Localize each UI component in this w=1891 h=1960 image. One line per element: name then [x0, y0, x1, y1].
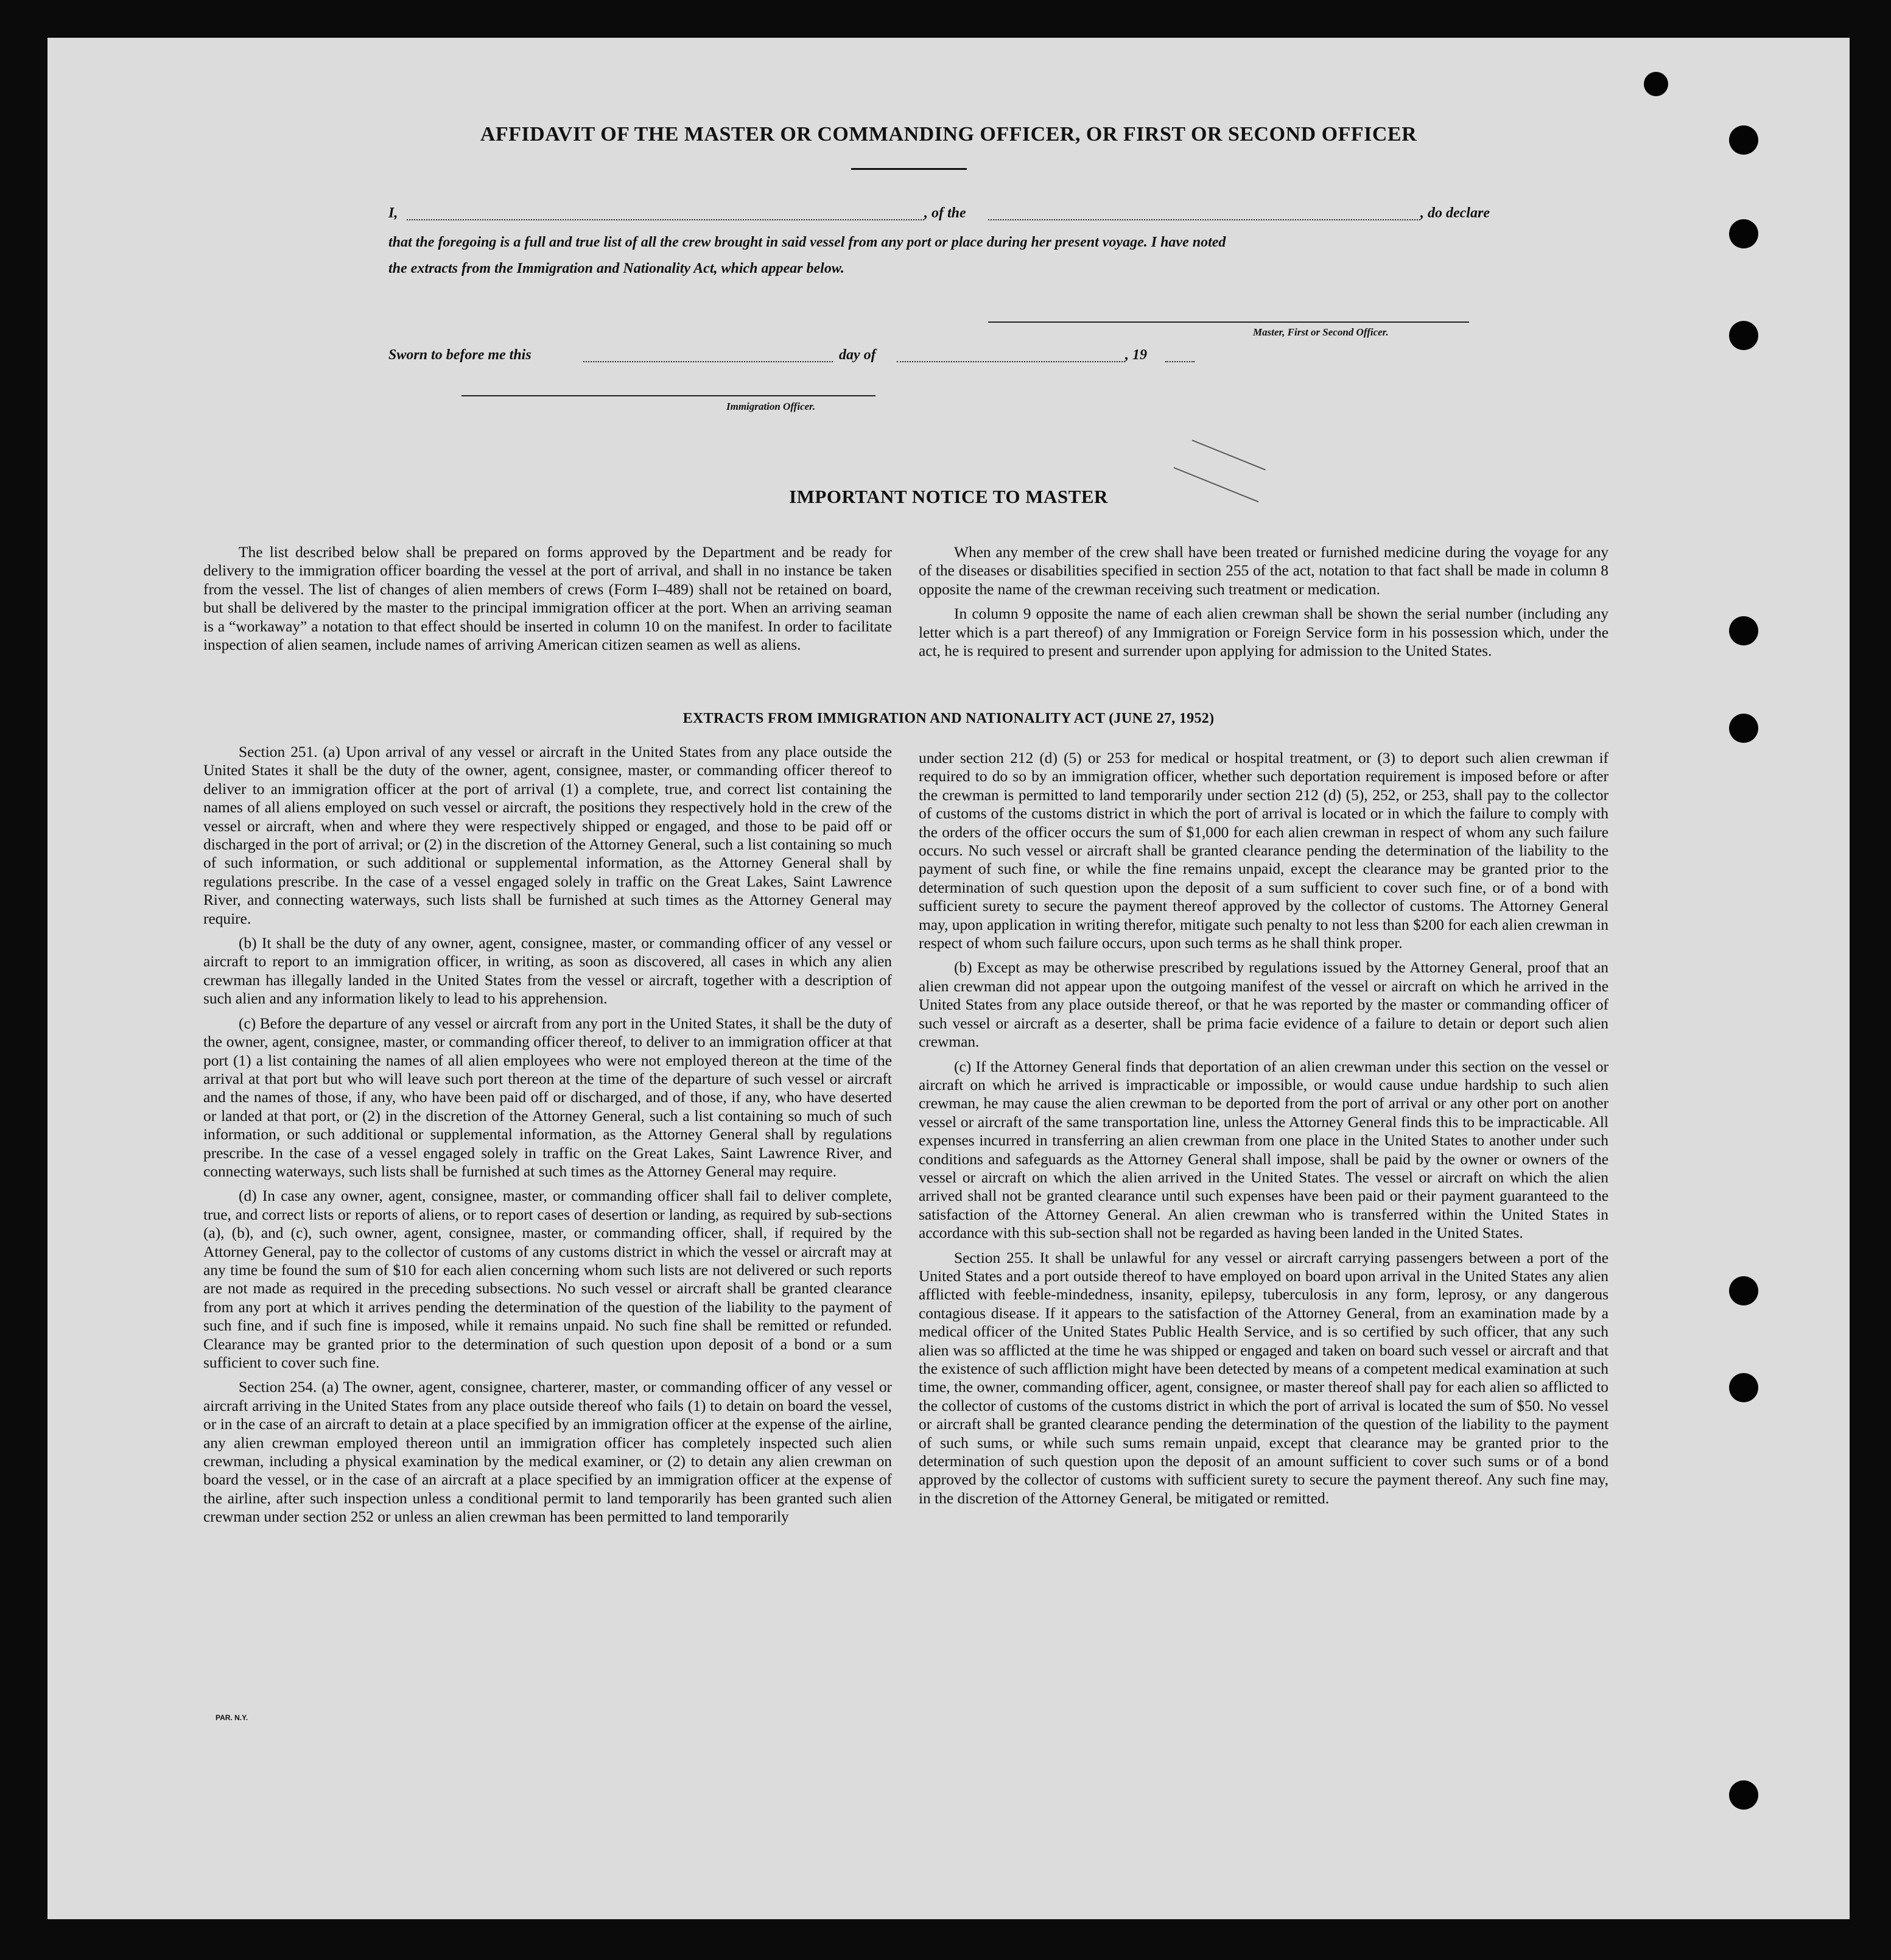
ink-blot	[1644, 72, 1668, 96]
section-251a: Section 251. (a) Upon arrival of any vessel or aircraft in the United States from any place outside the United States it shall be the duty of the owner, agent, consignee, master, or commanding officer thereof to deliver to an immigration officer at the port of arrival (1) a complete, true, and correct list containing the names of all aliens employed on such vessel or aircraft, the positions they respectively hold in the crew of the vessel or aircraft, when and where they were respectively shipped or engaged, and those to be paid off or discharged in the port of arrival; or (2) in the discretion of the Attorney General, such a list containing so much of such information, or such additional or supplemental information, as the Attorney General shall by regulations prescribe. In the case of a vessel engaged solely in traffic on the Great Lakes, Saint Lawrence River, and connecting waterways, such lists shall be furnished at such times as the Attorney General may require.	[203, 743, 892, 927]
year-label: , 19	[1125, 347, 1147, 363]
notice-right-paragraph-1: When any member of the crew shall have been treated or furnished medicine during the voyage for any of the diseases or disabilities specified in section 255 of the act, notation to that fact shall be made in column 8 opposite the name of the crewman receiving such treatment or medication.	[919, 544, 1609, 598]
title-underline	[851, 168, 967, 170]
affidavit-declare-label: , do declare	[1420, 205, 1490, 221]
binder-hole	[1729, 219, 1758, 248]
notice-right-paragraph-2: In column 9 opposite the name of each alien crewman shall be shown the serial number (including any letter which is a part thereof) of any Immigration or Foreign Service form in his possession which, under the act, he is required to present and surrender upon applying for admission to the United States.	[919, 605, 1609, 660]
vessel-blank[interactable]	[988, 219, 1420, 220]
printer-mark: PAR. N.Y.	[216, 1713, 248, 1722]
affidavit-line-2: that the foregoing is a full and true list of all the crew brought in said vessel from any port or place during her present voyage. I have noted	[388, 234, 1226, 250]
binder-hole	[1729, 321, 1758, 350]
immigration-officer-label: Immigration Officer.	[726, 401, 816, 412]
binder-hole	[1729, 1373, 1758, 1402]
binder-hole	[1729, 1780, 1758, 1810]
stray-mark	[1192, 440, 1266, 471]
notice-left-paragraph: The list described below shall be prepared on forms approved by the Department and be ready for delivery to the immigration officer boarding the vessel at the port of arrival, and shall in no instance be taken from the vessel. The list of changes of alien members of crews (Form I–489) shall not be retained on board, but shall be delivered by the master to the principal immigration officer at the port. When an arriving seaman is a “workaway” a notation to that effect should be inserted in column 10 on the manifest. In order to facilitate inspection of alien seamen, include names of arriving American citizen seamen as well as aliens.	[203, 544, 892, 654]
extracts-heading: EXTRACTS FROM IMMIGRATION AND NATIONALITY ACT (JUNE 27, 1952)	[682, 711, 1215, 726]
binder-hole	[1729, 1276, 1758, 1305]
binder-hole	[1729, 714, 1758, 743]
section-255: Section 255. It shall be unlawful for any vessel or aircraft carrying passengers between a port of the United States and a port outside thereof to have employed on board upon arrival in the United States any alien afflicted with feeble-mindedness, insanity, epilepsy, tuberculosis in any form, leprosy, or any dangerous contagious disease. If it appears to the satisfaction of the Attorney General, from an examination made by a medical officer of the United States Public Health Service, and is so certified by such officer, that any such alien was so afflicted at the time he was shipped or engaged and taken on board such vessel or aircraft and that the existence of such affliction might have been detected by means of a competent medical examination at such time, the owner, commanding officer, agent, consignee, or master thereof shall pay for each alien so afflicted to the collector of customs of the customs district in which the port of arrival is located the sum of $50. No vessel or aircraft shall be granted clearance pending the determination of the question of the liability to the payment of such sums, or while such sums remain unpaid, except that clearance may be granted prior to the determination of such question upon the deposit of an amount sufficient to cover such sums or of a bond approved by the collector of customs with sufficient surety to secure the payment thereof. Any such fine may, in the discretion of the Attorney General, be mitigated or remitted.	[919, 1249, 1609, 1507]
notice-left-column	[203, 543, 892, 654]
section-251b: (b) It shall be the duty of any owner, agent, consignee, master, or commanding officer of any vessel or aircraft to report to an immigration officer, in writing, as soon as discovered, all cases in which any alien crewman has illegally landed in the United States from the vessel or aircraft, together with a description of such alien and any information likely to lead to his apprehension.	[203, 935, 892, 1008]
section-254b: (b) Except as may be otherwise prescribed by regulations issued by the Attorney General, proof that an alien crewman did not appear upon the outgoing manifest of the vessel or aircraft on which he arrived in the United States from any place outside thereof, or that he was reported by the master or commanding officer of such vessel or aircraft as a deserter, shall be prima facie evidence of a failure to detain or deport such alien crewman.	[919, 959, 1609, 1051]
extracts-left-column	[203, 743, 892, 1526]
day-of-label: day of	[839, 347, 876, 363]
sworn-month-blank[interactable]	[897, 361, 1125, 362]
extracts-right-column	[919, 749, 1609, 1508]
sworn-year-blank[interactable]	[1165, 361, 1195, 362]
affidavit-i-label: I,	[388, 205, 398, 221]
notice-title: IMPORTANT NOTICE TO MASTER	[789, 486, 1108, 507]
affidavit-of-label: , of the	[924, 205, 966, 221]
sworn-label: Sworn to before me this	[388, 347, 532, 363]
section-254a: Section 254. (a) The owner, agent, consignee, charterer, master, or commanding officer of any vessel or aircraft arriving in the United States from any place outside thereof who fails (1) to detain on board the vessel, or in the case of an aircraft to detain at a place specified by an immigration officer at the expense of the airline, any alien crewman employed thereon until an immigration officer has completely inspected such alien crewman, including a physical examination by the medical examiner, or (2) to detain any alien crewman on board the vessel, or in the case of an aircraft at a place specified by an immigration officer at the expense of the airline, after such inspection unless a conditional permit to land temporarily has been granted such alien crewman under section 252 or unless an alien crewman has been permitted to land temporarily	[203, 1379, 892, 1526]
affidavit-title: AFFIDAVIT OF THE MASTER OR COMMANDING OFFICER, OR FIRST OR SECOND OFFICER	[480, 123, 1417, 146]
master-label: Master, First or Second Officer.	[1253, 326, 1389, 338]
section-254c: (c) If the Attorney General finds that deportation of an alien crewman under this section on the vessel or aircraft on which he arrived is impracticable or impossible, or would cause undue hardship to such alien crewman, he may cause the alien crewman to be deported from the port of arrival or any other port on another vessel or aircraft of the same transportation line, unless the Attorney General finds this to be impracticable. All expenses incurred in transferring an alien crewman from one place in the United States to another under such conditions and safeguards as the Attorney General shall impose, shall be paid by the owner or owners of the vessel or aircraft on which the alien arrived in the United States. The vessel or aircraft on which the alien arrived shall not be granted clearance until such expenses have been paid or their payment guaranteed to the satisfaction of the Attorney General. An alien crewman who is transferred within the United States in accordance with this sub-section shall not be regarded as having been landed in the United States.	[919, 1058, 1609, 1242]
binder-hole	[1729, 616, 1758, 645]
sworn-day-blank[interactable]	[583, 361, 833, 362]
notice-right-column	[919, 543, 1609, 660]
immigration-officer-signature-line[interactable]	[461, 395, 875, 396]
section-251c: (c) Before the departure of any vessel or aircraft from any port in the United States, it shall be the duty of the owner, agent, consignee, master, or commanding officer thereof, to deliver to an immigration officer at that port (1) a list containing the names of all alien employees who were not employed thereon at the time of the arrival at that port but who will leave such port thereon at the time of the departure of such vessel or aircraft and the names of those, if any, who have been paid off or discharged, and of those, if any, who have deserted or landed at that port, or (2) in the discretion of the Attorney General, such a list containing so much of such information, or such additional or supplemental information, as the Attorney General shall by regulations prescribe. In the case of a vessel engaged solely in traffic on the Great Lakes, Saint Lawrence River, and connecting waterways, such lists shall be furnished at such times as the Attorney General may require.	[203, 1014, 892, 1180]
section-254a-continued: under section 212 (d) (5) or 253 for medical or hospital treatment, or (3) to deport such alien crewman if required to do so by an immigration officer, whether such deportation requirement is imposed before or after the crewman is permitted to land temporarily under section 212 (d) (5), 252, or 253, shall pay to the collector of customs of the customs district in which the port of arrival is located or in which the failure to comply with the orders of the officer occurs the sum of $1,000 for each alien crewman in respect of whom any such failure occurs. No such vessel or aircraft shall be granted clearance pending the determination of the liability to the payment of such fine, or while the fine remains unpaid, except the clearance may be granted prior to the determination of such question upon the deposit of a sum sufficient to cover such fine, or of a bond with sufficient surety to secure the payment thereof approved by the collector of customs. The Attorney General may, upon application in writing therefor, mitigate such penalty to not less than $200 for each alien crewman in respect of whom such failure occurs, upon such terms as he shall think proper.	[919, 750, 1609, 952]
affidavit-line-3: the extracts from the Immigration and Nationality Act, which appear below.	[388, 261, 844, 276]
section-251d: (d) In case any owner, agent, consignee, master, or commanding officer shall fail to deliver complete, true, and correct lists or reports of aliens, or to report cases of desertion or landing, as required by sub-sections (a), (b), and (c), such owner, agent, consignee, master, or commanding officer, shall, if required by the Attorney General, pay to the collector of customs of any customs district in which the vessel or aircraft may at any time be found the sum of $10 for each alien concerning whom such lists are not delivered or such reports are not made as required in the preceding subsections. No such vessel or aircraft shall be granted clearance from any port at which it arrives pending the determination of the question of the liability to the payment of such fine, and if such fine is imposed, while it remains unpaid. No such fine shall be remitted or refunded. Clearance may be granted prior to the determination of such question upon deposit of a bond or a sum sufficient to cover such fine.	[203, 1187, 892, 1371]
binder-hole	[1729, 125, 1758, 155]
master-signature-line[interactable]	[988, 321, 1469, 323]
name-blank[interactable]	[407, 219, 924, 220]
document-page	[47, 38, 1850, 1919]
